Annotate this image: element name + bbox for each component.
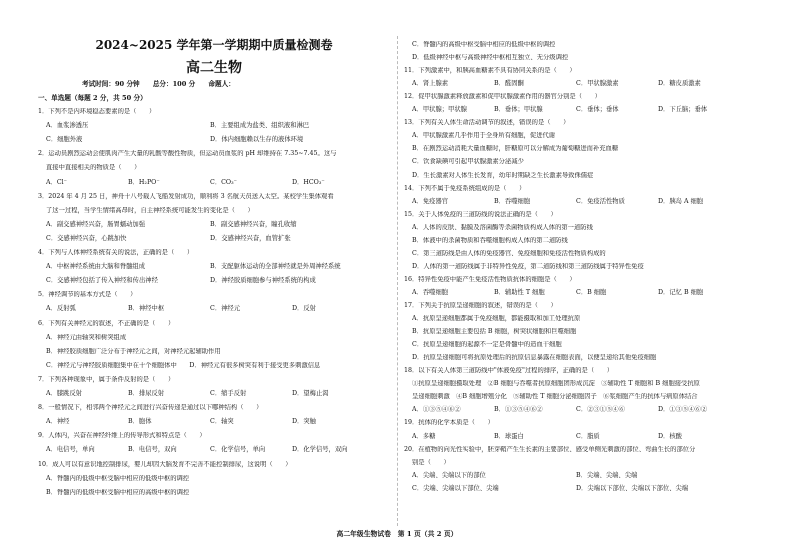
option-choice: A．电信号，单向: [46, 446, 95, 454]
question-line: C．脊髓内的高级中枢受脑中相应的低级中枢的调控: [412, 41, 556, 48]
option-choice: A．副交感神经兴奋，肠胃蠕动加强: [46, 220, 146, 228]
option-choice: D．下丘脑；垂体: [658, 106, 708, 114]
question-line: 了这一过程，当学生情绪高昂时，自主神经系统可能发生的变化是（ ）: [46, 206, 254, 214]
question-line: B．抗原呈递细胞主要包括 B 细胞，树突状细胞和巨噬细胞: [412, 328, 577, 336]
option-choice: B．副交感神经兴奋，瞳孔收缩: [210, 220, 297, 228]
right-column: [404, 0, 766, 549]
question-stem: 19．抗体的化学本质是（ ）: [404, 419, 494, 427]
question-line: C．抗原呈递细胞的起源不一定是骨髓中的造血干细胞: [412, 341, 562, 349]
option-choice: B．①③⑤④⑥②: [494, 406, 543, 414]
option-choice: D．核酸: [658, 432, 682, 440]
question-line: D．低级神经中枢与高级神经中枢相互独立、无分级调控: [412, 54, 569, 62]
question-line: A．抗原呈递细胞都属于免疫细胞，都能摄取和加工处理抗原: [412, 315, 581, 323]
option-choice: D．记忆 B 细胞: [658, 288, 704, 296]
question-stem: 10．成人可以有意识地控制排尿，婴儿却因大脑发育不完善不能控制排尿，这说明（ ）: [38, 460, 292, 468]
option-choice: C．化学信号，单向: [210, 446, 266, 454]
question-stem: 14．下列不属于免疫系统组成的是（ ）: [404, 184, 526, 192]
option-choice: B．H₂PO⁻: [128, 178, 160, 186]
column-divider: [397, 36, 398, 526]
question-stem: 11．下列激素中，和胰高血糖素不具有协同关系的是（ ）: [404, 67, 576, 75]
option-choice: B．辅助性 T 细胞: [494, 288, 545, 296]
question-stem: 5．神经调节的基本方式是（ ）: [38, 291, 137, 299]
option-choice: C．CO₃⁻: [210, 178, 237, 186]
option-choice: C．B 细胞: [576, 288, 607, 296]
option-choice: A．肾上腺素: [412, 80, 449, 88]
question-stem: 17．下列关于抗原呈递细胞的叙述，错误的是（ ）: [404, 302, 557, 309]
option-choice: B．胞体: [128, 418, 152, 426]
option-choice: D．化学信号，双向: [292, 446, 348, 454]
option-choice: D．①③⑤④⑥②: [658, 406, 708, 414]
option-choice: C．细胞外液: [46, 136, 83, 144]
left-column: [38, 0, 390, 549]
option-choice: B．尖端、尖端、尖端: [576, 471, 638, 479]
question-stem: 16．特异性免疫中能产生免疫活性物质抗体的细胞是（ ）: [404, 275, 576, 283]
option-choice: D．胰岛 A 细胞: [658, 197, 704, 205]
question-line: A．人体的皮肤、黏膜及溶菌酶等杀菌物质构成人体的第一道防线: [412, 223, 593, 231]
option-choice: A．膝跳反射: [46, 390, 83, 397]
question-stem: 12．促甲状腺激素释放激素和促甲状腺激素作用的器官分别是（ ）: [404, 93, 601, 101]
option-choice: C．②③①⑤④⑥: [576, 406, 625, 414]
option-choice: A．吞噬细胞: [412, 288, 449, 296]
exam-title: 2024~2025 学年第一学期期中质量检测卷: [95, 38, 333, 52]
section-heading: 一、单选题（每题 2 分，共 50 分）: [38, 94, 147, 102]
question-line: A．甲状腺激素几乎作用于全身所有细胞，促进代谢: [412, 132, 556, 140]
option-choice: A．中枢神经系统由大脑和脊髓组成: [46, 263, 146, 271]
option-choice: B．排尿反射: [128, 390, 165, 397]
question-stem: 13．下列有关人体生命活动调节的叙述，错误的是（ ）: [404, 119, 570, 127]
question-stem: 2．运动员剧烈运动会使肌肉产生大量的乳酸等酸性物质，但运动员血浆的 pH 却维持在 7.35~7.45。这与: [38, 150, 337, 158]
option-choice: A．①③⑤④⑥②: [412, 406, 461, 414]
question-line: 直接中直接相关的物质是（ ）: [46, 164, 141, 172]
question-stem: 3．2024 年 4 月 25 日，神舟十八号载人飞船发射成功，顺利将 3 名航天员送入太空。某校学生集体观看: [38, 192, 334, 200]
question-line: C．第三道防线是由人体的免疫器官、免疫细胞和免疫活性物质构成的: [412, 249, 606, 257]
option-choice: B．醛固酮: [494, 80, 524, 88]
question-line: D．抗原呈递细胞可将抗原处理后的抗原信息暴露在细胞表面，以便呈递给其他免疫细胞: [412, 354, 657, 362]
subject-title: 高二生物: [186, 60, 242, 76]
option-choice: D．神经胶质细胞参与神经系统的构成: [210, 277, 316, 285]
option-choice: B．球蛋白: [494, 432, 524, 440]
question-line: B．脊髓内的低级中枢受脑中相应的高级中枢的调控: [46, 488, 190, 496]
option-choice: B．吞噬细胞: [494, 197, 531, 205]
question-line: ①抗原呈递细胞摄取处理 ②B 细胞与吞噬者抗原细胞团形成沉淀 ③辅助性 T 细胞和 B 细胞接受抗原: [412, 380, 700, 388]
question-line: A．脊髓内的低级中枢受脑中相应的低级中枢的调控: [46, 474, 190, 482]
question-stem: 9．人体内，兴奋在神经纤维上的传导形式和特点是（ ）: [38, 432, 206, 440]
question-line: B．神经胶质细胞广泛分布于神经元之间，对神经元起辅助作用: [46, 347, 221, 355]
question-line: A．神经元由轴突和树突组成: [46, 333, 127, 341]
question-line: B．体液中的杀菌物质和吞噬细胞构成人体的第二道防线: [412, 236, 568, 244]
option-choice: C．垂体；垂体: [576, 106, 619, 114]
option-choice: A．血浆渗透压: [46, 122, 89, 130]
option-choice: B．神经中枢: [128, 305, 165, 313]
option-choice: D．糖皮质激素: [658, 80, 701, 88]
question-stem: 1．下列不是内环境稳态要素的是（ ）: [38, 108, 156, 115]
option-choice: A．神经: [46, 418, 70, 426]
option-choice: A．反射弧: [46, 305, 76, 313]
question-line: 呈递细胞刺激 ④B 细胞增殖分化 ⑤辅助性 T 细胞分泌细胞因子 ⑥浆细胞产生的抗体与病原体结合: [412, 393, 698, 401]
option-choice: B．垂体；甲状腺: [494, 106, 543, 114]
question-line: D．人体的第一道防线属于非特异性免疫，第二道防线和第三道防线属于特异性免疫: [412, 262, 644, 270]
question-line: 别是（ ）: [412, 458, 450, 466]
question-stem: 20．在植物的向光性实验中，胚芽鞘产生生长素的主要部位、感受单侧光刺激的部位、弯曲生长的部位分: [404, 445, 696, 453]
question-stem: 15．关于人体免疫的三道防线的说法正确的是（ ）: [404, 210, 557, 218]
option-choice: B．主要组成为盐类、组织液和淋巴: [210, 122, 310, 130]
option-choice: A．免疫器官: [412, 197, 449, 205]
option-choice: C．交感神经包括了传入神经和传出神经: [46, 277, 158, 285]
option-choice: C．交感神经兴奋，心跳加快: [46, 234, 127, 242]
option-choice: C．轴突: [210, 418, 234, 426]
option-choice: C．缩手反射: [210, 390, 247, 397]
question-stem: 6．下列有关神经元的叙述，不正确的是（ ）: [38, 319, 175, 327]
option-choice: C．甲状腺激素: [576, 80, 619, 88]
option-choice: D．尖端以下部位、尖端以下部位、尖端: [576, 484, 689, 492]
page-footer: 高二年级生物试卷 第 1 页（共 2 页）: [336, 530, 458, 538]
option-choice: D．HCO₃⁻: [292, 178, 325, 186]
option-choice: D．交感神经兴奋，血管扩张: [210, 234, 291, 242]
option-choice: B．电信号，双向: [128, 446, 177, 454]
question-line: C．饮食缺碘可引起甲状腺激素分泌减少: [412, 158, 524, 166]
option-choice: D．突触: [292, 418, 316, 426]
question-stem: 8．一般情况下，相邻两个神经元之间进行兴奋传递是通过以下哪种结构（ ）: [38, 404, 263, 412]
option-choice: D．反射: [292, 305, 316, 313]
option-choice: A．甲状腺；甲状腺: [412, 106, 467, 114]
question-line: C．神经元与神经胶质细胞集中在十个细胞体中 D．神经元有很多树突有利于接受更多刺激信息: [46, 361, 321, 369]
option-choice: D．体内细胞赖以生存的液体环境: [210, 136, 304, 144]
option-choice: C．神经元: [210, 305, 241, 313]
option-choice: A．多糖: [412, 432, 436, 440]
question-stem: 18．以下有关人体第三道防线中"体液免疫"过程的排序，正确的是（ ）: [404, 367, 614, 375]
option-choice: A．Cl⁻: [46, 178, 67, 186]
option-choice: C．免疫活性物质: [576, 197, 625, 205]
question-line: B．在剧烈运动消耗大量血糖时，肝糖原可以分解成为葡萄糖进而补充血糖: [412, 145, 619, 153]
exam-info: 考试时间：90 分钟 总分：100 分 命题人：: [82, 80, 235, 88]
question-stem: 4．下列与人体神经系统有关的说法，正确的是（ ）: [38, 249, 194, 256]
question-stem: 7．下列各种现象中，属于条件反射的是（ ）: [38, 375, 175, 383]
option-choice: C．脂质: [576, 432, 600, 440]
option-choice: A．尖端、尖端以下的部位: [412, 471, 486, 479]
option-choice: C．尖端、尖端以下部位、尖端: [412, 484, 499, 492]
option-choice: B．支配躯体运动的全部神经就是外周神经系统: [210, 263, 341, 271]
question-line: D．生长激素对人体生长发育，幼年时期缺乏生长激素导致侏儒症: [412, 171, 594, 179]
option-choice: D．望梅止渴: [292, 390, 329, 397]
